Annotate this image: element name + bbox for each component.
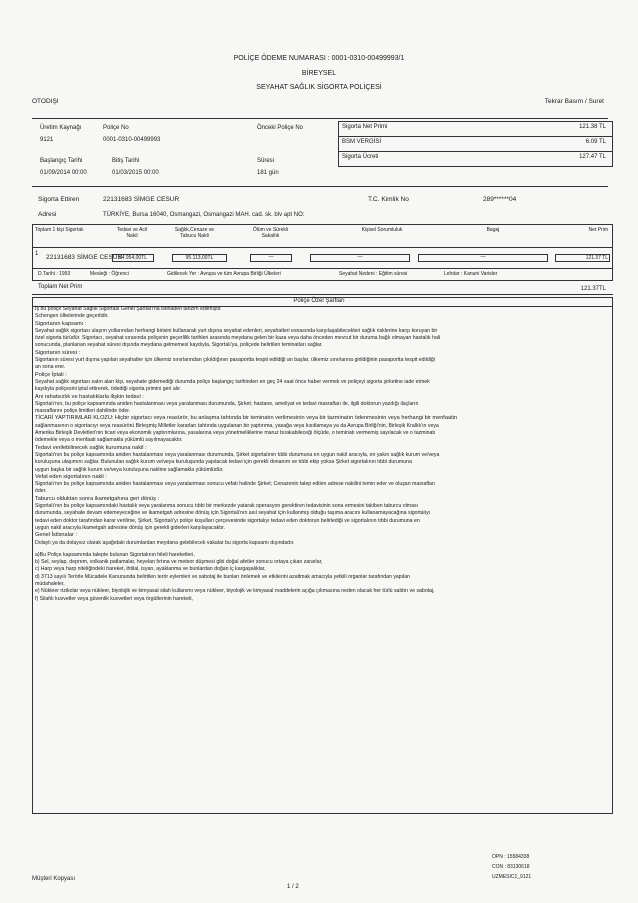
- special-terms-body: [35, 306, 609, 603]
- duration-label: Süresi: [257, 158, 275, 164]
- clause-line: sonucunda, planlanan seyahat süresi dışında meydana gelmemesi kaydıyla, Sigortalı'ya, poliçede belirtilen teminatları sağlar.: [35, 342, 323, 349]
- clause-line: kaydıyla poliçesini iptal ettirerek, ödediği sigorta primini geri alır.: [35, 386, 182, 393]
- policy-no-label: Poliçe No: [103, 125, 129, 131]
- col-header-treatment: Tedavi ve Acil Nakil: [116, 227, 148, 239]
- tc-label: T.C. Kimlik No: [368, 196, 409, 203]
- row-death-value: —: [268, 254, 274, 260]
- address-value: TÜRKİYE, Bursa 16040, Osmangazi, Osmangazi MAH. cad. sk. blv apt NO:: [103, 212, 305, 218]
- source-label: Üretim Kaynağı: [40, 125, 82, 131]
- start-date-value: 01/09/2014 00:00: [40, 170, 87, 176]
- bsm-value: 6.09 TL: [585, 139, 606, 145]
- row-no: 1: [35, 251, 39, 257]
- clause-heading: Sigortanın kapsamı :: [35, 320, 87, 327]
- col-header-baggage: Bagaj: [486, 227, 500, 233]
- office-label: OTODIŞI: [32, 98, 59, 105]
- clause-line: sağlanmasının o sigortacıyı veya reasürörü Birleşmiş Milletler kararları tahtında uygulanan bir yaptırıma, yasağa veya kısıtlamaya ya da Avrupa Birliği'nin, Birleşik Krallık'ın veya: [35, 422, 439, 429]
- source-value: 9121: [40, 137, 54, 143]
- clause-heading: Taburcu olduktan sonra ikametgahına geri dönüş :: [35, 495, 160, 502]
- clause-line: Seyahat sağlık sigortası satın alan kişi, seyahate gidemediği durumda poliçe başlangıç tarihinden en geç 24 saat önce haber vermek ve poliçeyi sigorta şirketine iade etmek: [35, 378, 430, 385]
- net-premium-label: Sigorta Net Primi: [342, 124, 388, 130]
- divider: [32, 118, 608, 119]
- clause-line: d) 3713 sayılı Terörle Mücadele Kanununda belirtilen terör eylemleri ve sabotaj ile bunları önlemek ve etkilerini azaltmak amacıyla yetkili organlar tarafından yapılan: [35, 573, 411, 580]
- total-net-premium-value: 121.37TL: [580, 286, 606, 292]
- detail-reason: Seyahat Nedeni : Eğitim süresi: [339, 271, 408, 277]
- holder-value: 22131683 SİMGE CESUR: [103, 196, 180, 203]
- detail-birth: D.Tarihi : 1993: [38, 271, 71, 277]
- row-baggage-value: —: [480, 254, 486, 260]
- clause-line: Seyahat sağlık sigortası ulaşım yollarından herhangi birisini kullanarak yurt dışına seyahat edenleri, seyahatleri esnasında karşılaşabilecekleri sağlık risklerine karşı koruyan bir: [35, 327, 438, 334]
- clause-line: özel sigorta türüdür. Sigortacı, seyahat sırasında poliçenin geçerlilik tarihleri arasında meydana gelen bir kaza veya daha önceden mevcut bir duruma bağlı olmayan hastalık hali: [35, 335, 441, 342]
- clause-line: b) Sel, seylap, deprem, volkanik patlamalar, heyelan fırtına ve meteor düşmesi gibi doğal afetler sonucu ortaya çıkan zararlar,: [35, 559, 323, 566]
- clause-heading: Poliçe İptali :: [35, 371, 67, 378]
- clause-line: Sigortalı'nın bu poliçe kapsamındaki hastalık veya yaralanma sonucu tıbbi bir merkezde yatarak operasyon gerektiren tedavisinin sona ermesini takiben taburcu olması: [35, 503, 419, 510]
- clause-heading: TİCARİ YAPTIRIMLAR KLOZU: Hiçbir sigortacı veya reasürör, bu anlaşma tahtında bir teminatın verilmesinin veya bir tazminatın ödenmesinin veya herhangi bir menfaatin: [35, 415, 457, 422]
- row-liability-value: —: [357, 254, 363, 260]
- tc-value: 289******04: [483, 196, 517, 203]
- row-treatment-value: 84.954,00TL: [118, 255, 148, 261]
- clause-line: kuruluşuna ulaşımını sağlar. Bulunulan sağlık kurum ve/veya kuruluşunda yapılacak tedavi için gerekli donanım ve tıbbi ekip yoksa Şirket sigortalının tıbbi durumuna: [35, 459, 412, 466]
- start-date-label: Başlangıç Tarihi: [40, 158, 83, 164]
- total-net-premium-label: Toplam Net Prim: [38, 284, 83, 290]
- fee-value: 127.47 TL: [579, 154, 606, 160]
- reprint-label: Tekrar Basım / Suret: [544, 98, 604, 105]
- net-premium-value: 121.38 TL: [579, 124, 606, 130]
- col-header-death: Ölüm ve Sürekli Sakatlık: [252, 227, 289, 239]
- opn-code: OPN : 15584338: [492, 854, 530, 860]
- detail-beneficiary: Lehdar : Kanuni Varisler: [444, 271, 498, 277]
- clause-line: Sigortalı'nın, bu poliçe kapsamında aniden hastalanması veya yaralanması durumunda, Şirket; hastane, ameliyat ve tedavi masrafları ile, ilgili doktorun yazdığı ilaçların: [35, 400, 419, 407]
- clause-line: c) Harp veya harp niteliğindeki hareket, ihtilal, isyan, ayaklanma ve bunlardan doğan iç kargaşalıklar,: [35, 566, 266, 573]
- col-header-insured: Toplam 1 kişi Sigortalı: [35, 227, 84, 233]
- producer-code: UZMESIC1_9121: [492, 874, 532, 880]
- holder-label: Sigorta Ettiren: [38, 196, 80, 203]
- row-net-premium-value: 121.37 TL: [585, 255, 608, 261]
- clause-line: an sona erer.: [35, 364, 66, 371]
- clause-heading: Tedavi verilebilinecek sağlık kurumuna nakil :: [35, 444, 147, 451]
- detail-job: Mesleği : Öğrenci: [90, 271, 129, 277]
- clause-line: e) Nükleer rizikolar veya nükleer, biyolojik ve kimyasal silah kullanımı veya nükleer, biyolojik ve kimyasal maddelerin açığa çıkmasına neden olacak her türlü saldırı ve sabotaj,: [35, 588, 435, 595]
- clause-heading: Sigortanın süresi :: [35, 349, 81, 356]
- col-header-liability: Kişisel Sorumluluk: [361, 227, 403, 233]
- clause-line: durumunda, seyahate devam edemeyeceğine ve ikametgah adresine dönüş için Sigortalı'nın asıl seyahat için kullanmış olduğu taşıma aracını kullanamayacağına sigortalıyı: [35, 510, 431, 517]
- detail-destination: Gidilecek Yer : Avrupa ve tüm Avrupa Birliği Ülkeleri: [167, 271, 281, 277]
- bsm-label: BSM VERGİSİ: [342, 139, 382, 145]
- clause-line: uygun nakil aracıyla ikametgah adresine dönüş için gerekli giderleri karşılayacaktır.: [35, 524, 226, 531]
- page-number: 1 / 2: [287, 884, 299, 890]
- end-date-label: Bitiş Tarihi: [112, 158, 140, 164]
- clause-line: öder.: [35, 488, 47, 495]
- row-insured-name: 22131683 SİMGE CESUR: [46, 254, 123, 261]
- clause-line: Sigortalı'nın bu poliçe kapsamında aniden hastalanması veya yaralanması durumunda, Şirket sigortalının tıbbi durumuna en uygun nakil aracıyla, en yakın sağlık kurum ve/veya: [35, 451, 440, 458]
- policy-type: BİREYSEL: [301, 70, 337, 77]
- clause-line: müdahaleler,: [35, 580, 65, 587]
- clause-line: Sigortanın süresi yurt dışına yapılan seyahatler için ülkemiz sınırlarından çıkıldığının pasaportta tespit edildiği an başlar, ülkemiz sınırlarına girildiğinin pasaportta tespit edildiği: [35, 357, 435, 364]
- fee-label: Sigorta Ücreti: [342, 154, 379, 160]
- clause-line: tedavi eden doktor tarafından karar verilirse, Şirket, Sigortalı'yı poliçe koşulları çerçevesinde sigortalıyı tedavi eden doktorun belirlediği ve sigortalının tıbbi durumuna en: [35, 517, 420, 524]
- customer-copy-label: Müşteri Kopyası: [32, 876, 76, 882]
- prev-policy-label: Önceki Poliçe No: [257, 125, 304, 131]
- clause-line: masraflarını poliçe limitleri dahilinde öder.: [35, 408, 131, 415]
- con-code: CON : 83130618: [492, 864, 530, 870]
- clause-line: Amerika Birleşik Devletleri'nin ticari veya ekonomik yaptırımlarına, yasalarına veya yönetmeliklerine maruz bırakabileceği ölçüde, o teminatı vermemiş sayılacak ve o tazminatı: [35, 430, 436, 437]
- clause-heading: Vefat eden sigortalının nakli :: [35, 473, 107, 480]
- row-repatriation-value: 95.113,00TL: [185, 255, 214, 261]
- clause-line: f) Silahlı kuvvetler veya güvenlik kuvvetleri veya örgütlerinin hareketi,: [35, 595, 194, 602]
- clause-line: Dolaylı ya da dolaysız olarak aşağıdaki durumlardan meydana gelebilecek vakalar bu sigorta kapsamı dışındadır.: [35, 539, 295, 546]
- special-terms-title: Poliçe Özel Şartları: [293, 298, 345, 304]
- clause-line: uygun başka bir sağlık kurum ve/veya kuruluşuna nakline sağlamakla yükümlüdür.: [35, 466, 224, 473]
- col-header-net-premium: Net Prim: [588, 227, 608, 233]
- intro-line: Schengen ülkelerinde geçerlidir.: [35, 313, 109, 320]
- clause-heading: Genel İstisnalar :: [35, 532, 77, 539]
- col-header-repatriation: Sağlık,Cenaze ve Tabucu Nakli: [174, 227, 215, 239]
- premium-row-line: [338, 136, 613, 137]
- divider: [32, 294, 613, 295]
- intro-line: İş bu poliçe Seyahat Sağlık Sigortası Genel Şartları'na istinaden tanzim edilmiştir.: [35, 306, 222, 312]
- clause-line: a)Bu Poliçe kapsamında talepte bulunan Sigortalının hileli hareketleri,: [35, 551, 195, 558]
- product-title: SEYAHAT SAĞLIK SİGORTA POLİÇESİ: [256, 84, 382, 91]
- premium-row-line: [338, 151, 613, 152]
- table-header-line: [32, 247, 613, 248]
- clause-line: ödemekle veya o menfaati sağlamakla yükümlü sayılmayacaktır.: [35, 437, 183, 444]
- address-label: Adresi: [38, 211, 57, 218]
- divider: [32, 186, 608, 187]
- end-date-value: 01/03/2015 00:00: [112, 170, 159, 176]
- duration-value: 181 gün: [257, 170, 279, 176]
- clause-heading: Ani rahatsızlık ve hastalıklarla ilişkin tedavi :: [35, 393, 144, 400]
- clause-line: Sigortalı'nın bu poliçe kapsamında aniden hastalanması veya yaralanması sonucu vefatı halinde Şirket; Cenazenin talep edilen adrese nakilini temin eder ve oluşan masrafları: [35, 481, 436, 488]
- policy-no-value: 0001-0310-00499993: [103, 137, 161, 143]
- policy-payment-number: POLİÇE ÖDEME NUMARASI : 0001-0310-00499993/1: [233, 55, 405, 62]
- table-row-line: [32, 268, 613, 269]
